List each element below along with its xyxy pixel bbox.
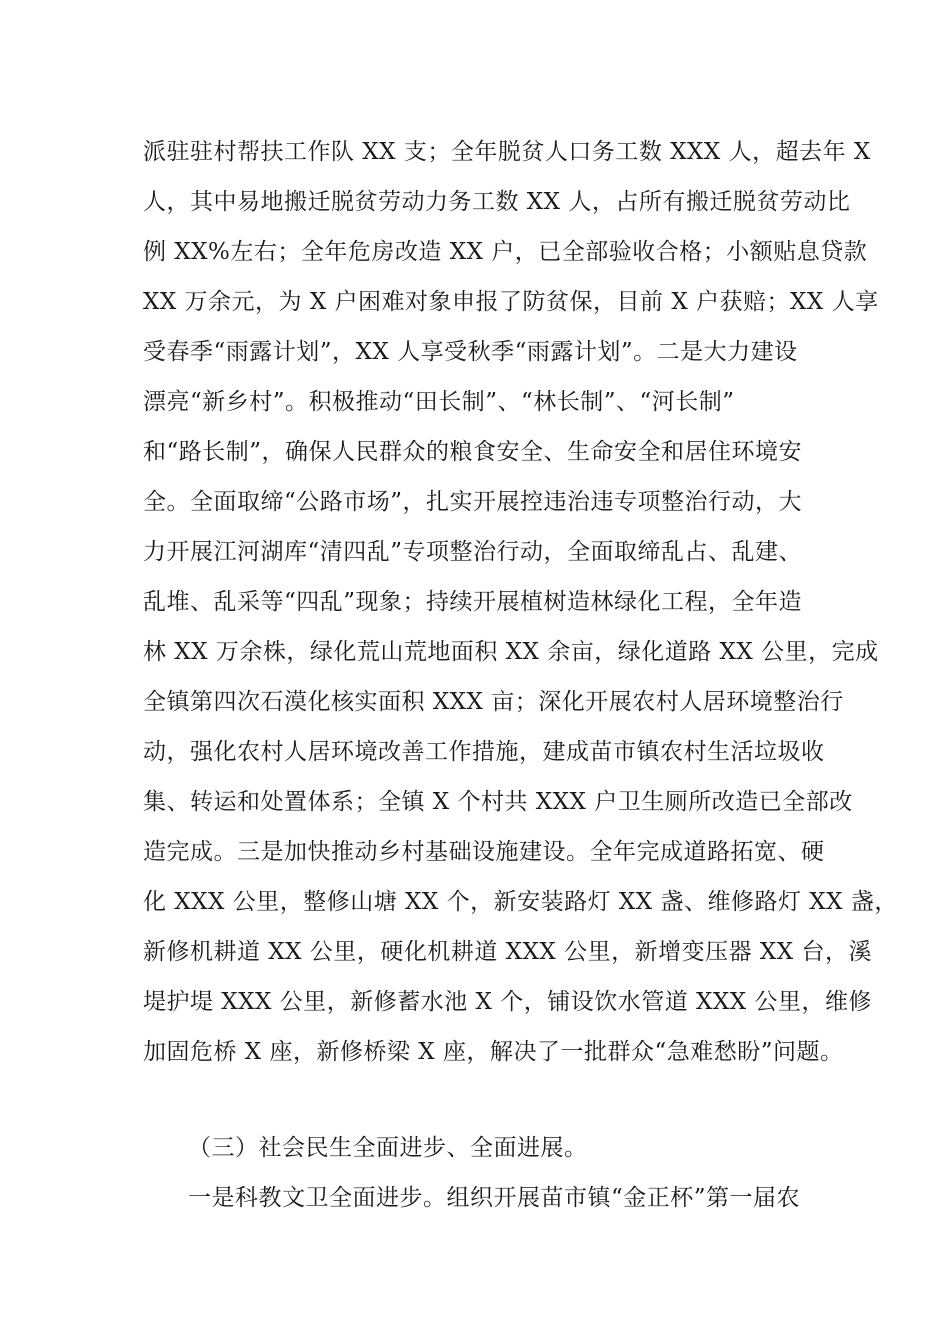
body-line: 例 XX%左右；全年危房改造 XX 户，已全部验收合格；小额贴息贷款 [143, 239, 868, 265]
body-line: 新修机耕道 XX 公里，硬化机耕道 XXX 公里，新增变压器 XX 台，溪 [143, 939, 872, 965]
body-line: 人，其中易地搬迁脱贫劳动力务工数 XX 人，占所有搬迁脱贫劳动比 [143, 189, 851, 215]
body-line: 漂亮“新乡村”。积极推动“田长制”、“林长制”、“河长制” [143, 389, 735, 415]
body-line: 堤护堤 XXX 公里，新修蓄水池 X 个，铺设饮水管道 XXX 公里，维修 [143, 989, 872, 1015]
section-heading: （三）社会民生全面进步、全面进展。 [188, 1135, 588, 1161]
body-line: 加固危桥 X 座，新修桥梁 X 座，解决了一批群众“急难愁盼”问题。 [143, 1039, 844, 1065]
section-paragraph-first-line: 一是科教文卫全面进步。组织开展苗市镇“金正杯”第一届农 [188, 1185, 801, 1211]
body-line: 受春季“雨露计划”，XX 人享受秋季“雨露计划”。二是大力建设 [143, 339, 798, 365]
body-line: 乱堆、乱采等“四乱”现象；持续开展植树造林绿化工程，全年造 [143, 589, 803, 615]
body-line: 派驻驻村帮扶工作队 XX 支；全年脱贫人口务工数 XXX 人，超去年 X [143, 139, 871, 165]
body-line: 集、转运和处置体系；全镇 X 个村共 XXX 户卫生厕所改造已全部改 [143, 789, 853, 815]
body-line: 力开展江河湖库“清四乱”专项整治行动，全面取缔乱占、乱建、 [143, 539, 803, 565]
body-line: 林 XX 万余株，绿化荒山荒地面积 XX 余亩，绿化道路 XX 公里，完成 [143, 639, 879, 665]
body-line: XX 万余元，为 X 户困难对象申报了防贫保，目前 X 户获赔；XX 人享 [143, 289, 879, 315]
body-line: 和“路长制”，确保人民群众的粮食安全、生命安全和居住环境安 [143, 439, 803, 465]
body-line: 动，强化农村人居环境改善工作措施，建成苗市镇农村生活垃圾收 [143, 739, 825, 765]
body-line: 化 XXX 公里，整修山塘 XX 个，新安装路灯 XX 盏、维修路灯 XX 盏， [143, 889, 898, 915]
body-line: 全。全面取缔“公路市场”，扎实开展控违治违专项整治行动，大 [143, 489, 803, 515]
body-line: 全镇第四次石漠化核实面积 XXX 亩；深化开展农村人居环境整治行 [143, 689, 844, 715]
body-line: 造完成。三是加快推动乡村基础设施建设。全年完成道路拓宽、硬 [143, 839, 825, 865]
